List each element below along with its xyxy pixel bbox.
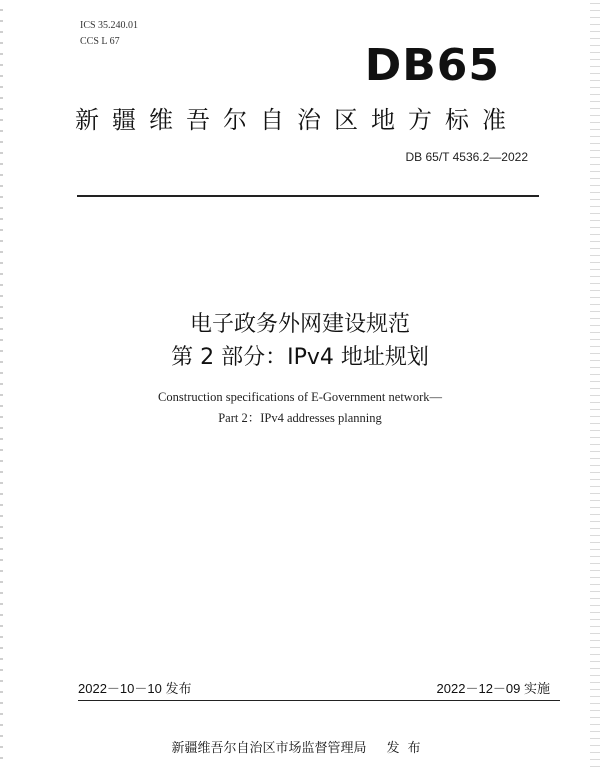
main-title-line2: 第 2 部分：IPv4 地址规划 — [171, 345, 429, 370]
scan-edge-left — [0, 0, 3, 767]
header-divider — [77, 195, 539, 197]
main-title-line1: 电子政务外网建设规范 — [189, 312, 410, 337]
scan-edge-right — [590, 0, 600, 767]
ccs-code: CCS L 67 — [80, 36, 120, 47]
issue-date: 2022－10－10 发布 — [78, 681, 192, 696]
issuer-title: 新疆维吾尔自治区地方标准 — [75, 106, 519, 134]
classification-codes — [80, 18, 138, 50]
publisher-line — [0, 737, 600, 756]
implementation-date: 2022－12－09 实施 — [436, 681, 550, 696]
publisher-name: 新疆维吾尔自治区市场监督管理局 — [171, 741, 367, 756]
english-title-line1: Construction specifications of E-Government network— — [158, 390, 442, 404]
publisher-action: 发布 — [386, 741, 429, 756]
db65-logo: DB65 — [364, 40, 500, 91]
ics-code: ICS 35.240.01 — [80, 20, 139, 31]
english-title-line2: Part 2：IPv4 addresses planning — [218, 411, 382, 425]
standard-number: DB 65/T 4536.2—2022 — [405, 150, 528, 164]
footer-divider — [78, 700, 560, 701]
